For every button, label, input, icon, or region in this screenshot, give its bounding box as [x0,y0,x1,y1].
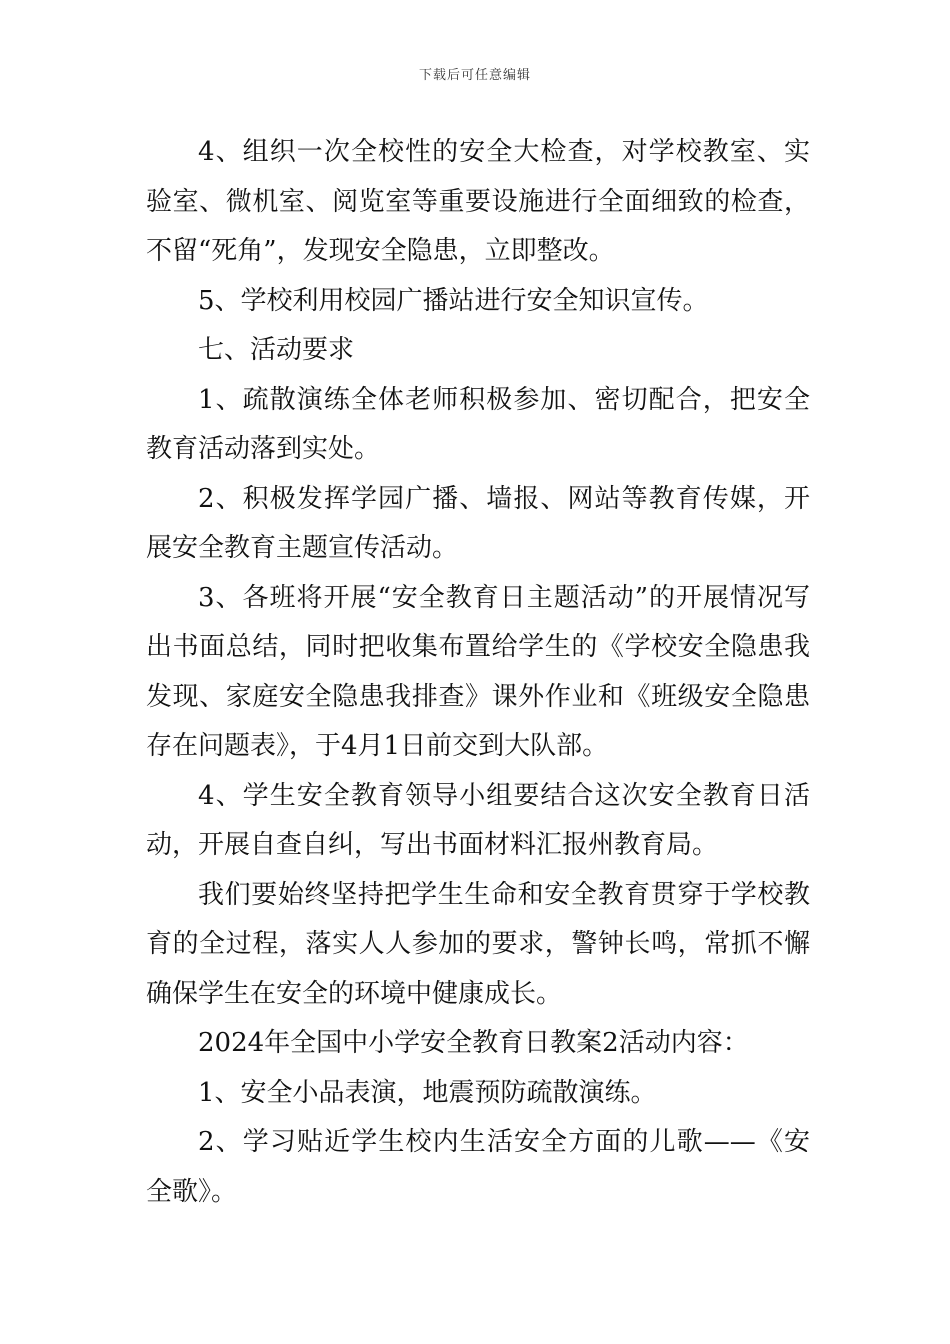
paragraph-requirement-3: 3、各班将开展“安全教育日主题活动”的开展情况写出书面总结，同时把收集布置给学生的《学校安全隐患我发现、家庭安全隐患我排查》课外作业和《班级安全隐患存在问题表》，于4月1日前交到大队部。 [146,582,810,761]
paragraph-activity-1: 1、安全小品表演，地震预防疏散演练。 [198,1077,657,1108]
paragraph-item-5-broadcast: 5、学校利用校园广播站进行安全知识宣传。 [198,285,709,316]
paragraph-requirement-2: 2、积极发挥学园广播、墙报、网站等教育传媒，开展安全教育主题宣传活动。 [146,483,810,563]
paragraph-activity-2: 2、学习贴近学生校内生活安全方面的儿歌——《安全歌》。 [146,1127,810,1207]
paragraph-item-4-inspection: 4、组织一次全校性的安全大检查，对学校教室、实验室、微机室、阅览室等重要设施进行全面细致的检查，不留“死角”，发现安全隐患，立即整改。 [146,137,810,266]
paragraph-conclusion: 我们要始终坚持把学生生命和安全教育贯穿于学校教育的全过程，落实人人参加的要求，警钟长鸣，常抓不懈确保学生在安全的环境中健康成长。 [146,879,810,1009]
page-header: 下载后可任意编辑 [418,68,531,83]
paragraph-requirement-4: 4、学生安全教育领导小组要结合这次安全教育日活动，开展自查自纠，写出书面材料汇报州教育局。 [146,780,810,860]
paragraph-requirement-1: 1、疏散演练全体老师积极参加、密切配合，把安全教育活动落到实处。 [146,384,810,464]
document-body [146,128,810,1217]
section-heading-requirements: 七、活动要求 [198,335,355,365]
paragraph-lesson-plan-2-title: 2024年全国中小学安全教育日教案2活动内容： [198,1028,749,1058]
